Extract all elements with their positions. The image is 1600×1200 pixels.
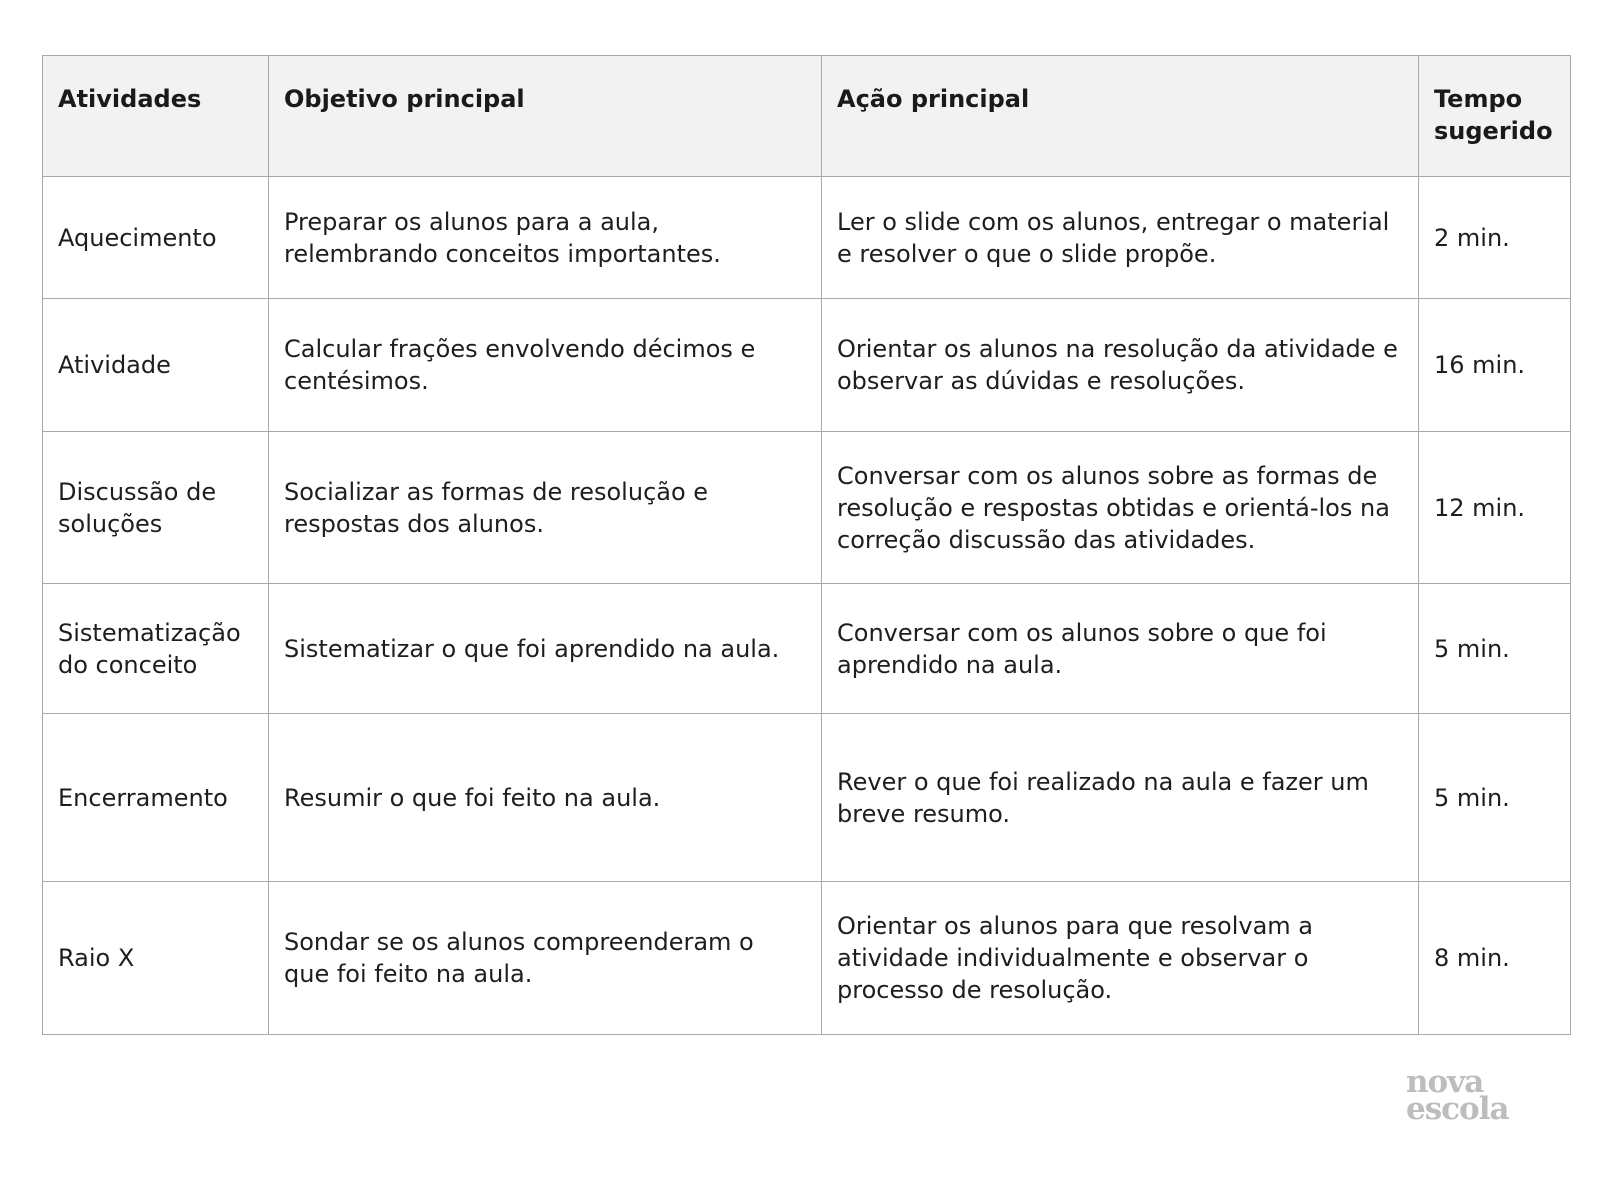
cell-objetivo: Sistematizar o que foi aprendido na aula. (269, 584, 822, 714)
cell-atividade: Raio X (43, 882, 269, 1035)
lesson-plan-table (42, 55, 1571, 1035)
cell-objetivo: Calcular frações envolvendo décimos e centésimos. (269, 299, 822, 432)
table-row (43, 299, 1571, 432)
cell-tempo: 12 min. (1419, 432, 1571, 584)
cell-atividade: Atividade (43, 299, 269, 432)
cell-acao: Conversar com os alunos sobre as formas de resolução e respostas obtidas e orientá-los na correção discussão das atividades. (822, 432, 1419, 584)
cell-acao: Rever o que foi realizado na aula e fazer um breve resumo. (822, 714, 1419, 882)
cell-acao: Ler o slide com os alunos, entregar o material e resolver o que o slide propõe. (822, 177, 1419, 299)
header-tempo: Tempo sugerido (1419, 56, 1571, 177)
table-row (43, 177, 1571, 299)
cell-tempo: 2 min. (1419, 177, 1571, 299)
table-header-row (43, 56, 1571, 177)
cell-atividade: Discussão de soluções (43, 432, 269, 584)
cell-tempo: 5 min. (1419, 714, 1571, 882)
cell-objetivo: Preparar os alunos para a aula, relembrando conceitos importantes. (269, 177, 822, 299)
cell-tempo: 8 min. (1419, 882, 1571, 1035)
header-atividades: Atividades (43, 56, 269, 177)
cell-acao: Orientar os alunos na resolução da atividade e observar as dúvidas e resoluções. (822, 299, 1419, 432)
nova-escola-logo (1406, 1064, 1536, 1127)
lesson-plan-table-container (42, 55, 1570, 1035)
table-row (43, 432, 1571, 584)
cell-acao: Conversar com os alunos sobre o que foi aprendido na aula. (822, 584, 1419, 714)
logo-line-escola: escola (1406, 1091, 1509, 1127)
table-row (43, 584, 1571, 714)
table-row (43, 882, 1571, 1035)
cell-atividade: Sistematização do conceito (43, 584, 269, 714)
header-objetivo: Objetivo principal (269, 56, 822, 177)
cell-tempo: 16 min. (1419, 299, 1571, 432)
cell-atividade: Encerramento (43, 714, 269, 882)
header-acao: Ação principal (822, 56, 1419, 177)
cell-objetivo: Sondar se os alunos compreenderam o que foi feito na aula. (269, 882, 822, 1035)
cell-objetivo: Resumir o que foi feito na aula. (269, 714, 822, 882)
cell-objetivo: Socializar as formas de resolução e respostas dos alunos. (269, 432, 822, 584)
cell-acao: Orientar os alunos para que resolvam a atividade individualmente e observar o processo de resolução. (822, 882, 1419, 1035)
table-row (43, 714, 1571, 882)
cell-atividade: Aquecimento (43, 177, 269, 299)
logo-line-nova: nova (1406, 1064, 1484, 1100)
cell-tempo: 5 min. (1419, 584, 1571, 714)
